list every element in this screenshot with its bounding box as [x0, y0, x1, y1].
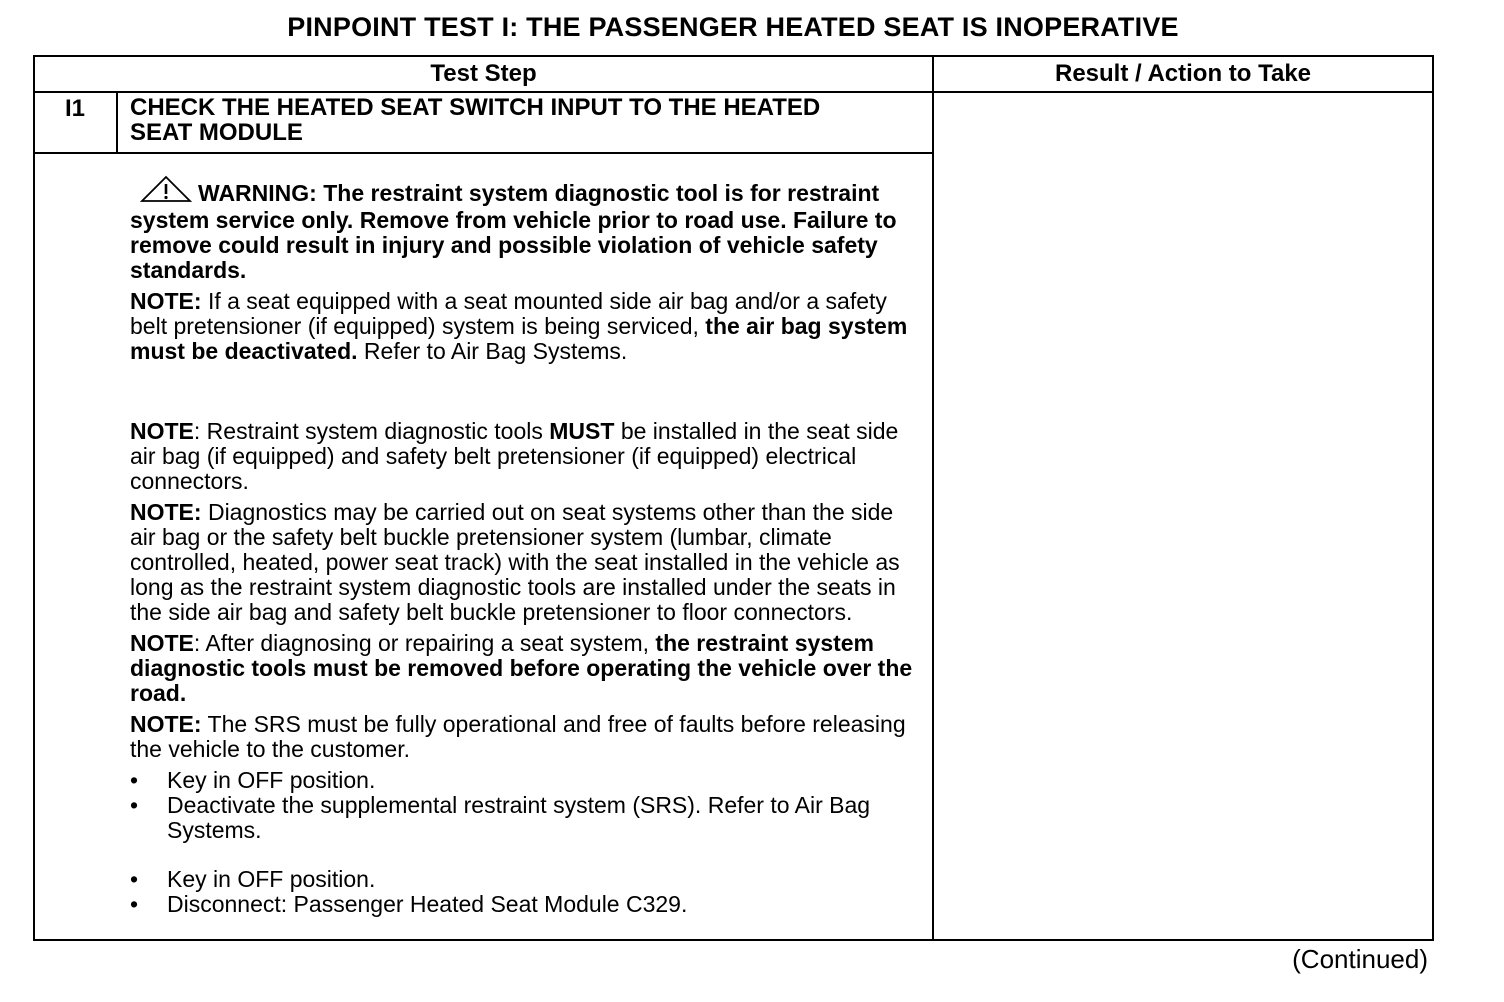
bullet-icon: • — [130, 792, 139, 818]
action-list — [130, 867, 920, 917]
note-text: If a seat equipped with a seat mounted side air bag and/or a safety belt pretensioner (if equipped) system is being serviced, — [130, 288, 887, 339]
note-paragraph — [130, 419, 920, 494]
list-item — [130, 793, 920, 843]
action-list — [130, 768, 920, 843]
note-emphasis: the restraint system diagnostic tools must be removed before operating the vehicle over the road. — [130, 630, 913, 706]
step-title-divider — [35, 152, 932, 154]
pinpoint-test-table — [33, 55, 1434, 941]
continued-label: (Continued) — [1292, 944, 1428, 974]
bullet-icon: • — [130, 891, 139, 917]
step-body — [130, 175, 920, 917]
warning-label: WARNING: — [198, 180, 317, 206]
step-title-line: CHECK THE HEATED SEAT SWITCH INPUT TO THE HEATED — [130, 94, 821, 121]
bullet-icon: • — [130, 767, 139, 793]
header-test-step: Test Step — [430, 60, 537, 87]
column-divider — [932, 57, 934, 939]
note-emphasis: the air bag system must be deactivated. — [130, 313, 908, 364]
bullet-icon: • — [130, 866, 139, 892]
note-text: : Restraint system diagnostic tools — [193, 418, 543, 444]
list-item-text: Key in OFF position. — [167, 767, 376, 793]
note-text: be installed in the seat side air bag (if equipped) and safety belt pretensioner (if equipped) electrical connectors. — [130, 418, 899, 494]
step-id: I1 — [65, 95, 86, 122]
list-item — [130, 867, 920, 892]
note-label: NOTE: — [130, 711, 202, 737]
list-item-text: Disconnect: Passenger Heated Seat Module C329. — [167, 891, 688, 917]
list-item — [130, 768, 920, 793]
note-text: Refer to Air Bag Systems. — [363, 338, 628, 364]
page-title: PINPOINT TEST I: THE PASSENGER HEATED SEAT IS INOPERATIVE — [287, 12, 1179, 42]
note-paragraph — [130, 712, 920, 762]
note-paragraph — [130, 500, 920, 625]
step-title — [130, 95, 920, 145]
warning-triangle-icon — [140, 175, 192, 208]
note-text: : After diagnosing or repairing a seat system, — [193, 630, 650, 656]
list-item-text: Key in OFF position. — [167, 866, 376, 892]
note-emphasis: MUST — [549, 418, 615, 444]
header-result-action: Result / Action to Take — [1054, 60, 1312, 87]
note-label: NOTE: — [130, 288, 202, 314]
step-title-line: SEAT MODULE — [130, 119, 303, 146]
warning-text: The restraint system diagnostic tool is for restraint system service only. Remove from vehicle prior to road use. Failure to remove could result in injury and possible violation of vehicle safety standards. — [130, 180, 897, 283]
list-item — [130, 892, 920, 917]
note-text: Diagnostics may be carried out on seat systems other than the side air bag or the safety belt buckle pretensioner system (lumbar, climate controlled, heated, power seat track) with the seat installed in the vehicle as long as the restraint system diagnostic tools are installed under the seats in the side air bag and safety belt buckle pretensioner to floor connectors. — [130, 499, 900, 625]
note-label: NOTE — [130, 630, 194, 656]
list-item-text: Deactivate the supplemental restraint system (SRS). Refer to Air Bag Systems. — [167, 792, 871, 843]
note-label: NOTE — [130, 418, 194, 444]
note-label: NOTE: — [130, 499, 202, 525]
warning-paragraph — [130, 175, 920, 283]
note-paragraph — [130, 631, 920, 706]
note-paragraph — [130, 289, 920, 364]
note-text: The SRS must be fully operational and free of faults before releasing the vehicle to the customer. — [130, 711, 906, 762]
